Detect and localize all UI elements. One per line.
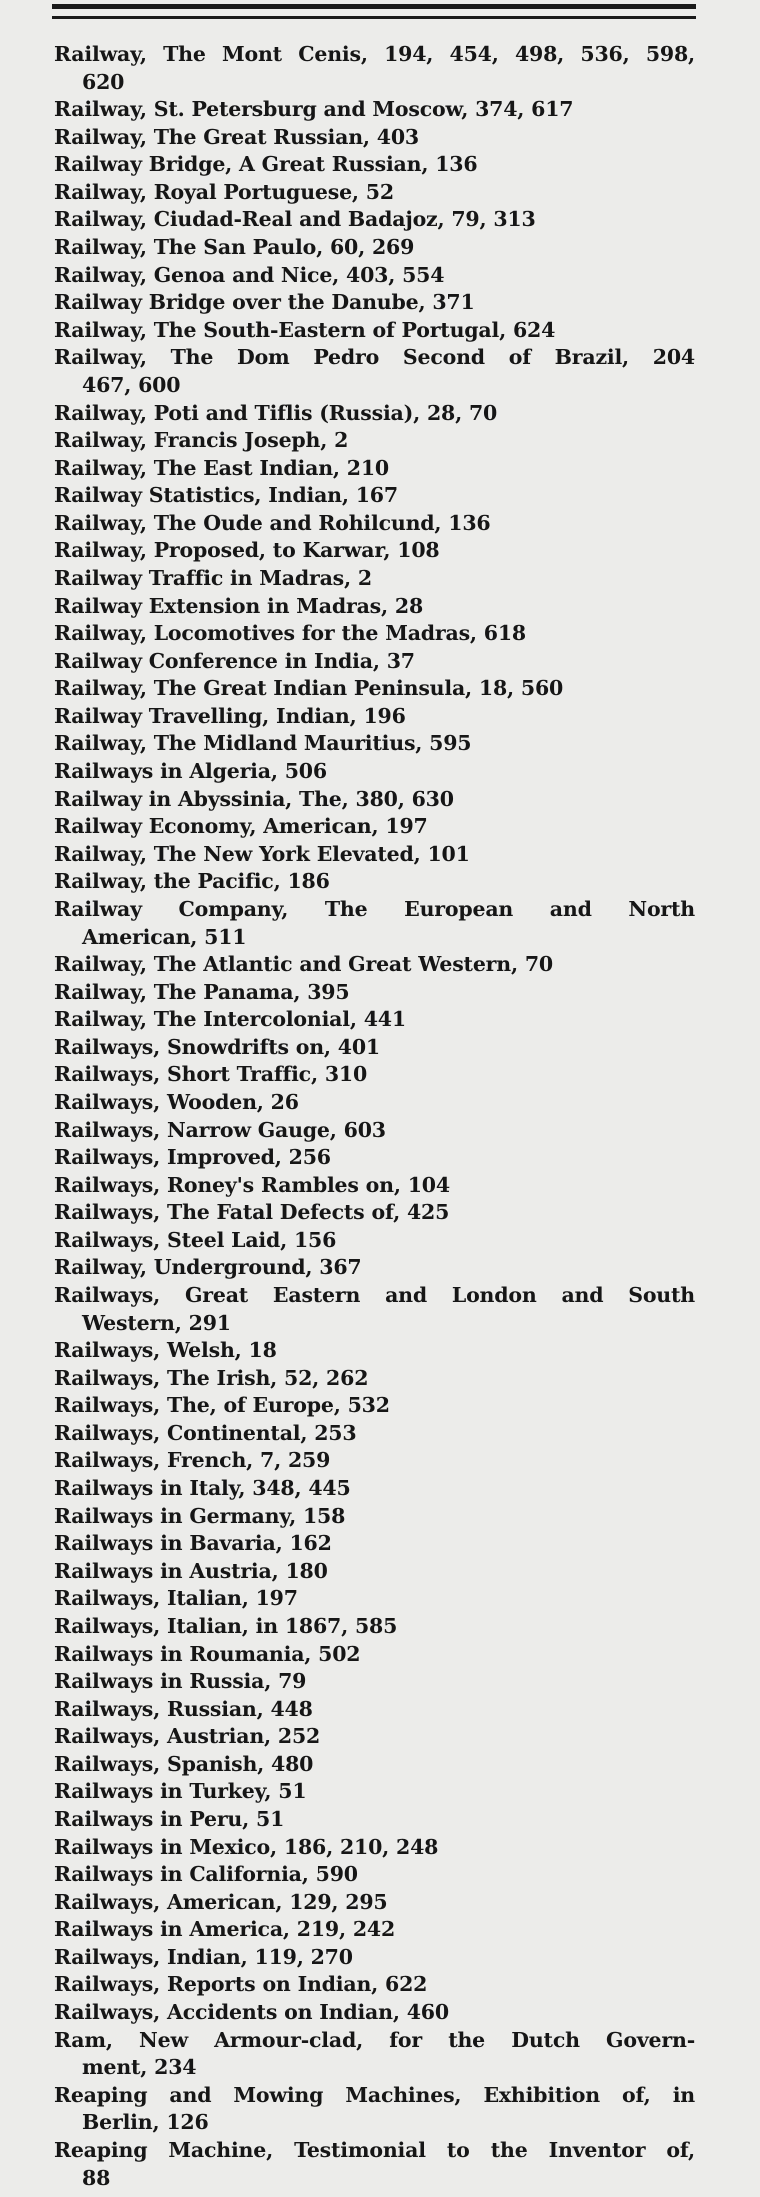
index-entry-text: Railway, Proposed, to Karwar, 108	[54, 538, 440, 563]
index-entry	[54, 179, 695, 207]
index-entry	[54, 1420, 695, 1448]
index-entry-text: Railways, French, 7, 259	[54, 1448, 331, 1473]
index-entry-text: Railway, The Midland Mauritius, 595	[54, 731, 472, 756]
index-entry	[54, 1392, 695, 1420]
index-entry-text: Railway Travelling, Indian, 196	[54, 703, 406, 728]
index-entry	[54, 951, 695, 979]
index-entry-text: Railways, The, of Europe, 532	[54, 1393, 390, 1418]
index-entry-text: Railways, Austrian, 252	[54, 1724, 321, 1749]
index-entry-text: Railway, The Panama, 395	[54, 979, 350, 1004]
index-entry	[54, 1889, 695, 1917]
index-list	[54, 41, 695, 2192]
index-entry-text: Railway Conference in India, 37	[54, 648, 415, 673]
index-entry-text: Railway Bridge over the Danube, 371	[54, 290, 475, 315]
index-entry	[54, 234, 695, 262]
index-entry	[54, 289, 695, 317]
index-entry-text: Railway, The Mont Cenis, 194, 454, 498, 536, 598,	[54, 42, 695, 66]
index-entry-text: Railways, The Fatal Defects of, 425	[54, 1200, 450, 1225]
index-entry-text: Railway, The Great Russian, 403	[54, 124, 419, 149]
index-entry	[54, 1971, 695, 1999]
index-entry	[54, 1558, 695, 1586]
index-entry-text: Railway, Underground, 367	[54, 1255, 362, 1280]
index-entry	[54, 648, 695, 676]
index-entry-text: Railways in Austria, 180	[54, 1558, 328, 1583]
index-entry	[54, 1861, 695, 1889]
index-entry	[54, 593, 695, 621]
index-entry	[54, 1585, 695, 1613]
index-entry	[54, 537, 695, 565]
index-entry-text: Railways in Germany, 158	[54, 1503, 346, 1528]
index-entry-text: Railway Traffic in Madras, 2	[54, 565, 372, 590]
index-entry	[54, 786, 695, 814]
index-entry	[54, 1834, 695, 1862]
index-entry	[54, 730, 695, 758]
index-entry-text: Railway, The Great Indian Peninsula, 18, 560	[54, 676, 564, 701]
index-entry	[54, 813, 695, 841]
index-entry	[54, 1144, 695, 1172]
index-entry	[54, 1034, 695, 1062]
index-entry-text: Railway, the Pacific, 186	[54, 869, 330, 894]
index-entry-text: Railways in Turkey, 51	[54, 1779, 307, 1804]
index-entry-text: Railways, Russian, 448	[54, 1696, 313, 1721]
index-entry	[54, 124, 695, 152]
index-entry-text: Railway, The Oude and Rohilcund, 136	[54, 510, 491, 535]
index-entry-text: Railways in Mexico, 186, 210, 248	[54, 1834, 439, 1859]
index-entry-text: Railways, Narrow Gauge, 603	[54, 1117, 386, 1142]
header-rule-thick	[52, 4, 696, 9]
index-entry-text: Railway, Ciudad-Real and Badajoz, 79, 313	[54, 207, 536, 232]
index-entry	[54, 455, 695, 483]
index-entry	[54, 1668, 695, 1696]
index-entry	[54, 96, 695, 124]
index-entry	[54, 1365, 695, 1393]
index-entry	[54, 2082, 695, 2137]
index-entry-text: Railways, Roney's Rambles on, 104	[54, 1172, 450, 1197]
index-entry	[54, 317, 695, 345]
index-entry	[54, 979, 695, 1007]
index-entry-continuation: Berlin, 126	[82, 2110, 209, 2135]
index-entry	[54, 1723, 695, 1751]
index-entry-text: Reaping Machine, Testimonial to the Inventor of,	[54, 2137, 695, 2162]
index-entry	[54, 1117, 695, 1145]
index-entry	[54, 896, 695, 951]
index-entry-text: Reaping and Mowing Machines, Exhibition of, in	[54, 2082, 695, 2107]
index-entry	[54, 400, 695, 428]
index-entry-text: Railways in America, 219, 242	[54, 1917, 396, 1942]
index-entry-text: Railways, Italian, 197	[54, 1586, 298, 1611]
index-entry-text: Railways, American, 129, 295	[54, 1889, 388, 1914]
index-entry-text: Railway, Francis Joseph, 2	[54, 428, 349, 453]
index-entry-text: Railway, Genoa and Nice, 403, 554	[54, 262, 445, 287]
index-entry	[54, 1282, 695, 1337]
index-entry-continuation: 88	[82, 2165, 111, 2190]
index-entry	[54, 2137, 695, 2192]
index-entry-text: Railway Economy, American, 197	[54, 814, 428, 839]
index-entry	[54, 1530, 695, 1558]
index-entry	[54, 1696, 695, 1724]
index-entry-text: Railways, Italian, in 1867, 585	[54, 1613, 398, 1638]
header-rule-thin	[52, 16, 696, 19]
index-entry	[54, 1475, 695, 1503]
index-entry-text: Railways, Snowdrifts on, 401	[54, 1034, 380, 1059]
index-entry-text: Railways in Algeria, 506	[54, 759, 327, 784]
index-entry	[54, 675, 695, 703]
index-entry	[54, 2027, 695, 2082]
index-entry-text: Railways, Steel Laid, 156	[54, 1227, 337, 1252]
index-entry-text: Railways, Wooden, 26	[54, 1089, 299, 1114]
index-entry	[54, 1061, 695, 1089]
index-entry-continuation: 620	[82, 69, 125, 94]
index-entry-continuation: American, 511	[82, 924, 247, 949]
index-entry-text: Railways, Spanish, 480	[54, 1751, 314, 1776]
index-entry	[54, 1613, 695, 1641]
index-entry	[54, 344, 695, 399]
index-entry-text: Railway Company, The European and North	[54, 896, 695, 921]
index-entry-text: Railway, The Intercolonial, 441	[54, 1007, 406, 1032]
index-entry	[54, 1944, 695, 1972]
index-entry-text: Railways, Welsh, 18	[54, 1338, 277, 1363]
index-entry-text: Railways in California, 590	[54, 1862, 358, 1887]
index-entry	[54, 1227, 695, 1255]
index-entry-continuation: 467, 600	[82, 372, 181, 397]
index-entry-text: Railways in Italy, 348, 445	[54, 1476, 351, 1501]
index-entry-text: Railway, St. Petersburg and Moscow, 374, 617	[54, 97, 574, 122]
index-entry-text: Ram, New Armour-clad, for the Dutch Govern-	[54, 2027, 695, 2052]
index-entry-text: Railways, Indian, 119, 270	[54, 1944, 353, 1969]
index-entry	[54, 758, 695, 786]
index-entry	[54, 151, 695, 179]
index-entry-text: Railways, Reports on Indian, 622	[54, 1972, 428, 1997]
index-entry	[54, 620, 695, 648]
index-entry	[54, 1089, 695, 1117]
index-entry-text: Railways, Improved, 256	[54, 1145, 331, 1170]
index-entry	[54, 1641, 695, 1669]
index-entry-text: Railway, The Atlantic and Great Western, 70	[54, 952, 553, 977]
index-entry	[54, 1778, 695, 1806]
index-entry	[54, 510, 695, 538]
index-entry-text: Railways, Short Traffic, 310	[54, 1062, 368, 1087]
index-entry	[54, 565, 695, 593]
index-entry-text: Railways, Great Eastern and London and South	[54, 1283, 695, 1308]
index-entry	[54, 1999, 695, 2027]
index-entry-text: Railway in Abyssinia, The, 380, 630	[54, 786, 454, 811]
index-entry	[54, 703, 695, 731]
index-entry-continuation: ment, 234	[82, 2055, 197, 2080]
index-entry-text: Railway Statistics, Indian, 167	[54, 483, 398, 508]
index-entry-text: Railway, The New York Elevated, 101	[54, 841, 470, 866]
index-entry-text: Railway, The Dom Pedro Second of Brazil, 204	[54, 345, 695, 370]
index-entry-text: Railways in Roumania, 502	[54, 1641, 361, 1666]
index-entry-text: Railway, The South-Eastern of Portugal, 624	[54, 317, 556, 342]
index-entry	[54, 1172, 695, 1200]
index-entry-continuation: Western, 291	[82, 1310, 231, 1335]
index-entry	[54, 1751, 695, 1779]
index-entry	[54, 1503, 695, 1531]
index-entry-text: Railways in Russia, 79	[54, 1669, 307, 1694]
index-entry	[54, 1199, 695, 1227]
index-entry	[54, 482, 695, 510]
index-entry	[54, 1254, 695, 1282]
index-entry	[54, 1337, 695, 1365]
index-entry-text: Railway, The San Paulo, 60, 269	[54, 235, 415, 260]
index-entry	[54, 1006, 695, 1034]
index-entry	[54, 262, 695, 290]
index-entry	[54, 427, 695, 455]
index-entry	[54, 1447, 695, 1475]
index-entry-text: Railway, Locomotives for the Madras, 618	[54, 621, 526, 646]
index-entry	[54, 1916, 695, 1944]
index-entry-text: Railways in Bavaria, 162	[54, 1531, 332, 1556]
index-entry-text: Railways, Accidents on Indian, 460	[54, 2000, 449, 2025]
index-entry	[54, 206, 695, 234]
index-entry	[54, 41, 695, 96]
index-entry-text: Railway Extension in Madras, 28	[54, 593, 424, 618]
index-entry-text: Railways, Continental, 253	[54, 1420, 357, 1445]
index-entry	[54, 1806, 695, 1834]
index-entry-text: Railway Bridge, A Great Russian, 136	[54, 152, 478, 177]
index-entry	[54, 868, 695, 896]
index-entry-text: Railway, Poti and Tiflis (Russia), 28, 70	[54, 400, 498, 425]
index-entry-text: Railways in Peru, 51	[54, 1807, 285, 1831]
index-entry-text: Railways, The Irish, 52, 262	[54, 1365, 369, 1390]
index-entry	[54, 841, 695, 869]
index-entry-text: Railway, The East Indian, 210	[54, 455, 389, 480]
index-entry-text: Railway, Royal Portuguese, 52	[54, 179, 394, 204]
